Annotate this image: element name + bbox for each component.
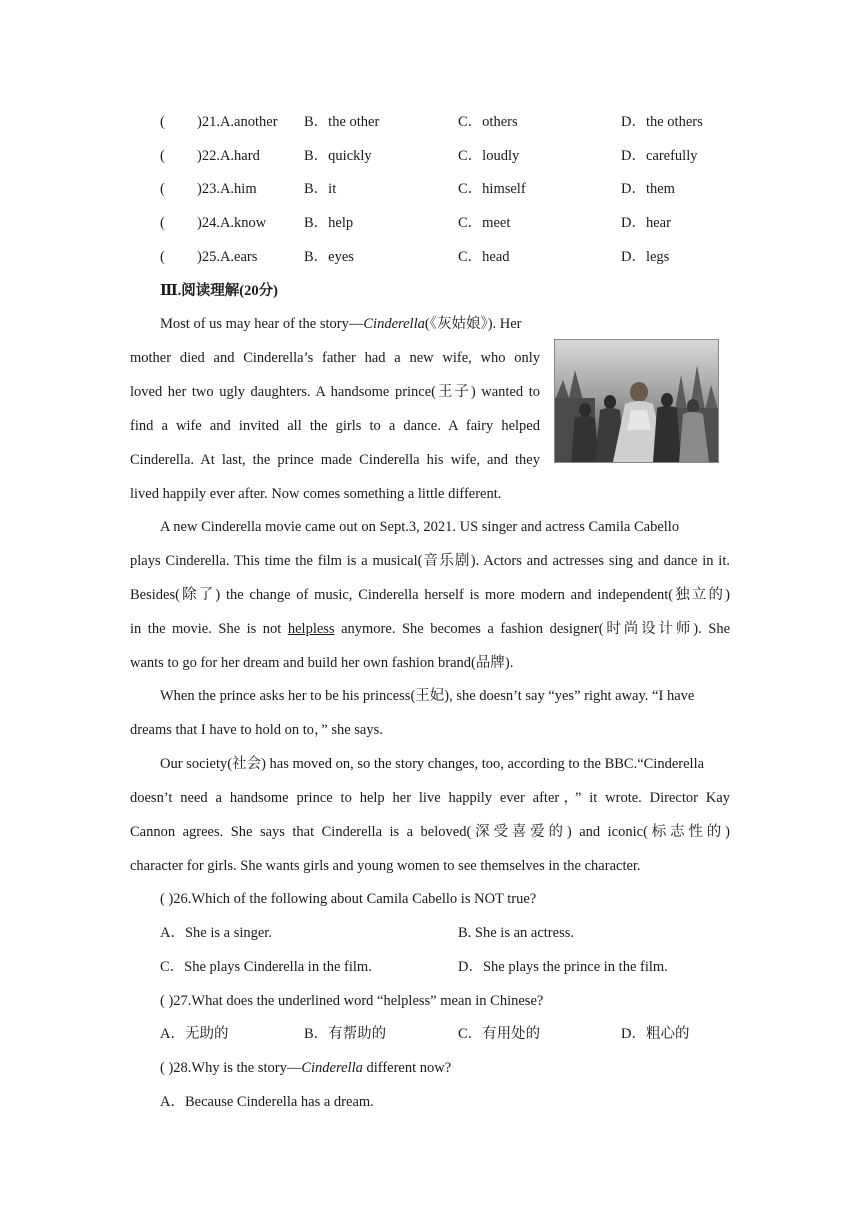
option-d: D．legs	[621, 249, 670, 265]
section-heading: Ⅲ.阅读理解(20分)	[160, 283, 278, 299]
movie-still-illustration	[555, 340, 718, 462]
text-segment: (《灰姑娘》). Her	[424, 316, 522, 332]
option-c: C．himself	[458, 181, 526, 197]
question-27-option-d: D．粗心的	[621, 1026, 690, 1042]
passage-paragraph-2	[130, 510, 730, 680]
option-a: )25.A.ears	[197, 249, 258, 265]
option-a: )21.A.another	[197, 114, 278, 130]
text-line: wants to go for her dream and build her own fashion brand(品牌).	[130, 655, 514, 671]
story-title: Cinderella	[363, 316, 425, 332]
text-line	[130, 612, 730, 646]
text-line: dreams that I have to hold on to，” she says.	[130, 722, 383, 738]
text-segment: anymore. She becomes a fashion designer(时尚设计师). She	[334, 621, 731, 637]
option-d: D．hear	[621, 215, 671, 231]
text-line: doesn’t need a handsome prince to help her live happily ever after，” it wrote. Director Kay	[130, 790, 730, 806]
question-27-option-c: C．有用处的	[458, 1026, 541, 1042]
option-row-23	[0, 177, 860, 201]
text-line: When the prince asks her to be his princess(王妃), she doesn’t say “yes” right away. “I have	[160, 688, 695, 704]
option-d: D．them	[621, 181, 675, 197]
answer-blank: (	[160, 249, 165, 265]
option-row-22	[0, 144, 860, 168]
text-segment: in the movie. She is not	[130, 621, 288, 637]
question-28-stem	[160, 1056, 451, 1080]
option-row-25	[0, 245, 860, 269]
text-line: Cannon agrees. She says that Cinderella is a beloved(深受喜爱的) and iconic(标志性的)	[130, 824, 730, 840]
text-segment: different now?	[362, 1060, 452, 1076]
passage-paragraph-3	[130, 679, 730, 747]
text-line: lived happily ever after. Now comes something a little different.	[130, 486, 502, 502]
option-b: B．the other	[304, 114, 380, 130]
text-segment: ( )28.Why is the story—	[160, 1060, 302, 1076]
movie-still-image	[554, 339, 719, 463]
text-line: find a wife and invited all the girls to a dance. A fairy helped	[130, 418, 540, 434]
text-line: Besides(除了) the change of music, Cinderella herself is more modern and independent(独立的)	[130, 587, 730, 603]
underlined-word: helpless	[287, 621, 335, 637]
question-26-option-c: C．She plays Cinderella in the film.	[160, 959, 372, 975]
option-a: )24.A.know	[197, 215, 267, 231]
answer-blank: (	[160, 114, 165, 130]
option-row-21	[0, 110, 860, 134]
question-26-option-d: D．She plays the prince in the film.	[458, 959, 668, 975]
answer-blank: (	[160, 215, 165, 231]
option-b: B．quickly	[304, 148, 372, 164]
passage-paragraph-1	[130, 307, 540, 511]
text-line: loved her two ugly daughters. A handsome prince(王子) wanted to	[130, 384, 540, 400]
text-line: character for girls. She wants girls and young women to see themselves in the character.	[130, 858, 641, 874]
option-row-24	[0, 211, 860, 235]
text-line	[130, 307, 540, 341]
option-c: C．others	[458, 114, 518, 130]
option-b: B．eyes	[304, 249, 354, 265]
option-a: )22.A.hard	[197, 148, 260, 164]
option-c: C．meet	[458, 215, 511, 231]
question-27-option-a: A．无助的	[160, 1026, 229, 1042]
question-26-option-b: B. She is an actress.	[458, 925, 574, 941]
option-b: B．it	[304, 181, 337, 197]
text-line: plays Cinderella. This time the film is a musical(音乐剧). Actors and actresses sing and dance in it.	[130, 553, 730, 569]
text-line: mother died and Cinderella’s father had a new wife, who only	[130, 350, 540, 366]
option-a: )23.A.him	[197, 181, 257, 197]
text-segment: Most of us may hear of the story—	[160, 316, 364, 332]
question-28-option-a: A．Because Cinderella has a dream.	[160, 1094, 374, 1110]
passage-paragraph-4	[130, 747, 730, 883]
question-27-stem: ( )27.What does the underlined word “helpless” mean in Chinese?	[160, 993, 544, 1009]
option-b: B．help	[304, 215, 354, 231]
option-d: D．the others	[621, 114, 703, 130]
text-line: Cinderella. At last, the prince made Cinderella his wife, and they	[130, 452, 540, 468]
text-line: A new Cinderella movie came out on Sept.3, 2021. US singer and actress Camila Cabello	[160, 519, 680, 535]
option-d: D．carefully	[621, 148, 698, 164]
option-c: C．loudly	[458, 148, 520, 164]
answer-blank: (	[160, 181, 165, 197]
story-title: Cinderella	[301, 1060, 363, 1076]
question-26-stem: ( )26.Which of the following about Camila Cabello is NOT true?	[160, 891, 537, 907]
answer-blank: (	[160, 148, 165, 164]
option-c: C．head	[458, 249, 510, 265]
question-27-option-b: B．有帮助的	[304, 1026, 387, 1042]
question-26-option-a: A．She is a singer.	[160, 925, 272, 941]
text-line: Our society(社会) has moved on, so the story changes, too, according to the BBC.“Cinderella	[160, 756, 705, 772]
